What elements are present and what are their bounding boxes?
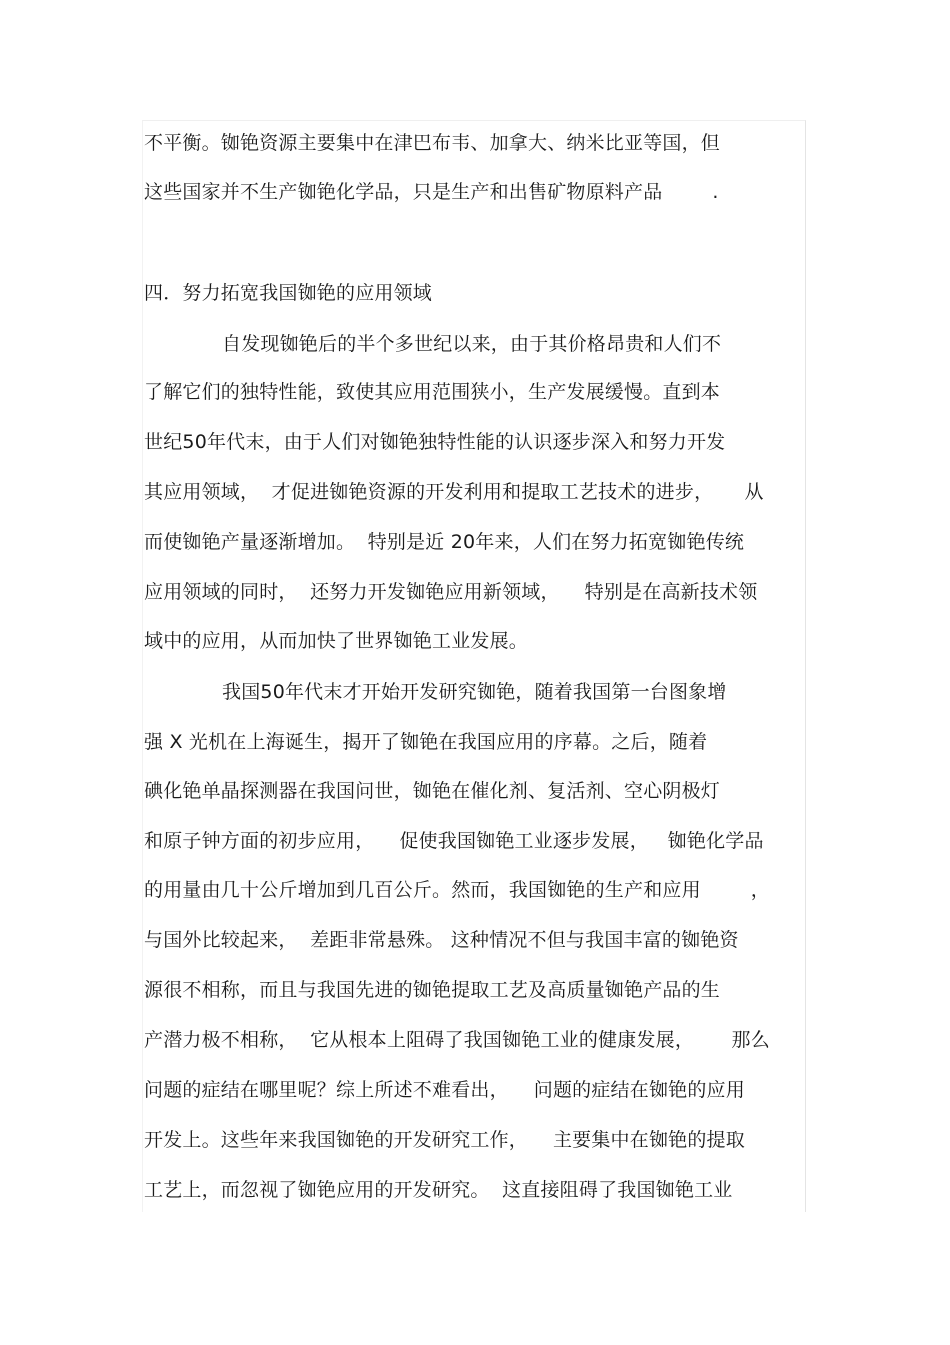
paragraph2-line-4: 和原子钟方面的初步应用， 促使我国铷铯工业逐步发展， 铷铯化学品 [144,830,764,852]
paragraph2-line-5: 的用量由几十公斤增加到几百公斤。然而，我国铷铯的生产和应用 ， [144,879,770,901]
paragraph2-line-6: 与国外比较起来， 差距非常悬殊。 这种情况不但与我国丰富的铷铯资 [144,929,739,951]
section-heading: 四．努力拓宽我国铷铯的应用领域 [144,282,433,304]
paragraph1-line-2: 了解它们的独特性能，致使其应用范围狭小，生产发展缓慢。直到本 [144,381,721,403]
paragraph2-line-7: 源很不相称，而且与我国先进的铷铯提取工艺及高质量铷铯产品的生 [144,979,721,1001]
paragraph1-line-6: 应用领域的同时， 还努力开发铷铯应用新领域， 特别是在高新技术领 [144,581,758,603]
intro-line-2: 这些国家并不生产铷铯化学品，只是生产和出售矿物原料产品 . [144,181,719,203]
intro-line-1: 不平衡。铷铯资源主要集中在津巴布韦、加拿大、纳米比亚等国，但 [144,132,721,154]
paragraph2-line-3: 碘化铯单晶探测器在我国问世，铷铯在催化剂、复活剂、空心阴极灯 [144,780,721,802]
paragraph2-line-10: 开发上。这些年来我国铷铯的开发研究工作， 主要集中在铷铯的提取 [144,1129,745,1151]
paragraph1-line-7: 域中的应用，从而加快了世界铷铯工业发展。 [144,630,529,652]
paragraph2-line-2: 强 X 光机在上海诞生，揭开了铷铯在我国应用的序幕。之后，随着 [144,731,708,753]
paragraph2-line-9: 问题的症结在哪里呢？综上所述不难看出， 问题的症结在铷铯的应用 [144,1079,745,1101]
paragraph2-line-8: 产潜力极不相称， 它从根本上阻碍了我国铷铯工业的健康发展， 那么 [144,1029,770,1051]
paragraph2-line-11: 工艺上，而忽视了铷铯应用的开发研究。 这直接阻碍了我国铷铯工业 [144,1179,733,1201]
paragraph1-line-1: 自发现铷铯后的半个多世纪以来，由于其价格昂贵和人们不 [222,333,722,355]
paragraph1-line-3: 世纪50年代末，由于人们对铷铯独特性能的认识逐步深入和努力开发 [144,431,726,453]
paragraph1-line-5: 而使铷铯产量逐渐增加。 特别是近 20年来，人们在努力拓宽铷铯传统 [144,531,745,553]
paragraph1-line-4: 其应用领域， 才促进铷铯资源的开发利用和提取工艺技术的进步， 从 [144,481,764,503]
paragraph2-line-1: 我国50年代末才开始开发研究铷铯，随着我国第一台图象增 [222,681,727,703]
